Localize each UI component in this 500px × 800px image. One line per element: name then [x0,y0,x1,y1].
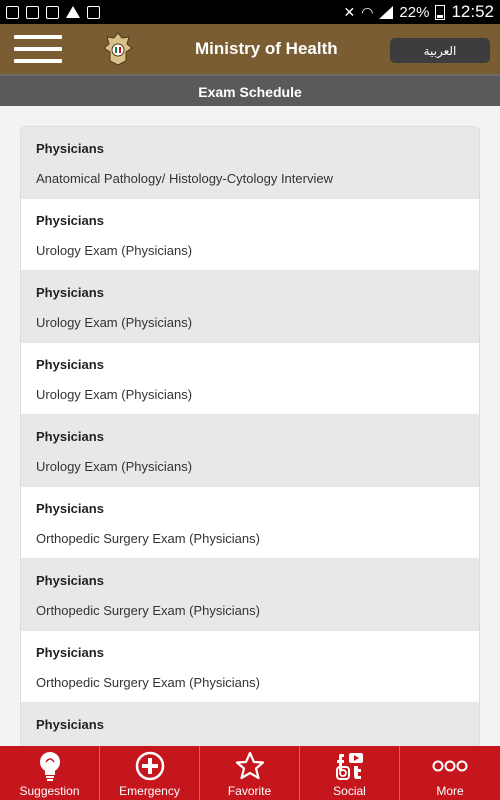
nav-more[interactable] [400,746,500,800]
nav-emergency-label: Emergency [119,784,180,798]
exam-category: Physicians [36,429,104,444]
mute-icon: ✕ [343,3,356,20]
exam-title: Orthopedic Surgery Exam (Physicians) [36,531,260,546]
exam-title: Urology Exam (Physicians) [36,387,193,402]
nav-social[interactable] [300,746,400,800]
battery-percent: 22% [399,3,430,21]
nav-social-label: Social [333,784,366,798]
exam-category: Physicians [36,573,104,588]
exam-title: Urology Exam (Physicians) [36,243,193,258]
exam-category: Physicians [36,285,104,300]
nav-suggestion[interactable] [0,746,100,800]
app-bar [0,24,500,74]
excel-file-icon [26,6,39,19]
exam-title: Orthopedic Surgery Exam (Physicians) [36,603,260,618]
exam-list-item[interactable] [21,487,479,559]
briefcase-icon [87,6,100,19]
signal-icon [379,6,393,19]
image-icon [46,6,59,19]
exam-list-item[interactable] [21,271,479,343]
clock: 12:52 [451,2,494,21]
exam-title: Urology Exam (Physicians) [36,459,193,474]
plus-circle-icon [135,751,165,781]
nav-suggestion-label: Suggestion [19,784,80,798]
exam-list-item[interactable] [21,631,479,703]
status-bar [0,0,500,24]
exam-category: Physicians [36,357,104,372]
social-icon [335,751,365,781]
exam-category: Physicians [36,213,104,228]
exam-list-item[interactable] [21,415,479,487]
status-system [343,2,494,22]
cast-icon [6,6,19,19]
language-toggle-button[interactable]: العربية [390,38,490,63]
menu-icon[interactable] [14,35,62,63]
exam-category: Physicians [36,141,104,156]
exam-list-item[interactable] [21,343,479,415]
exam-category: Physicians [36,501,104,516]
lightbulb-icon [35,751,65,781]
wifi-icon: ◠ [361,3,374,20]
exam-list-item[interactable] [21,199,479,271]
status-notifications [6,6,100,19]
exam-category: Physicians [36,717,104,732]
nav-favorite[interactable] [200,746,300,800]
exam-title: Anatomical Pathology/ Histology-Cytology Interview [36,171,333,186]
star-icon [235,751,265,781]
exam-title: Orthopedic Surgery Exam (Physicians) [36,675,260,690]
more-dots-icon [435,751,465,781]
exam-list[interactable] [20,126,480,746]
exam-list-item[interactable] [21,127,479,199]
nav-more-label: More [436,784,464,798]
bottom-nav [0,746,500,800]
nav-favorite-label: Favorite [227,784,272,798]
uae-emblem-icon [103,32,133,66]
warning-icon [66,6,80,18]
exam-list-item[interactable] [21,559,479,631]
battery-icon [435,5,445,20]
nav-emergency[interactable] [100,746,200,800]
exam-title: Urology Exam (Physicians) [36,315,193,330]
app-title: Ministry of Health [195,39,338,58]
exam-category: Physicians [36,645,104,660]
page-title: Exam Schedule [0,74,500,106]
